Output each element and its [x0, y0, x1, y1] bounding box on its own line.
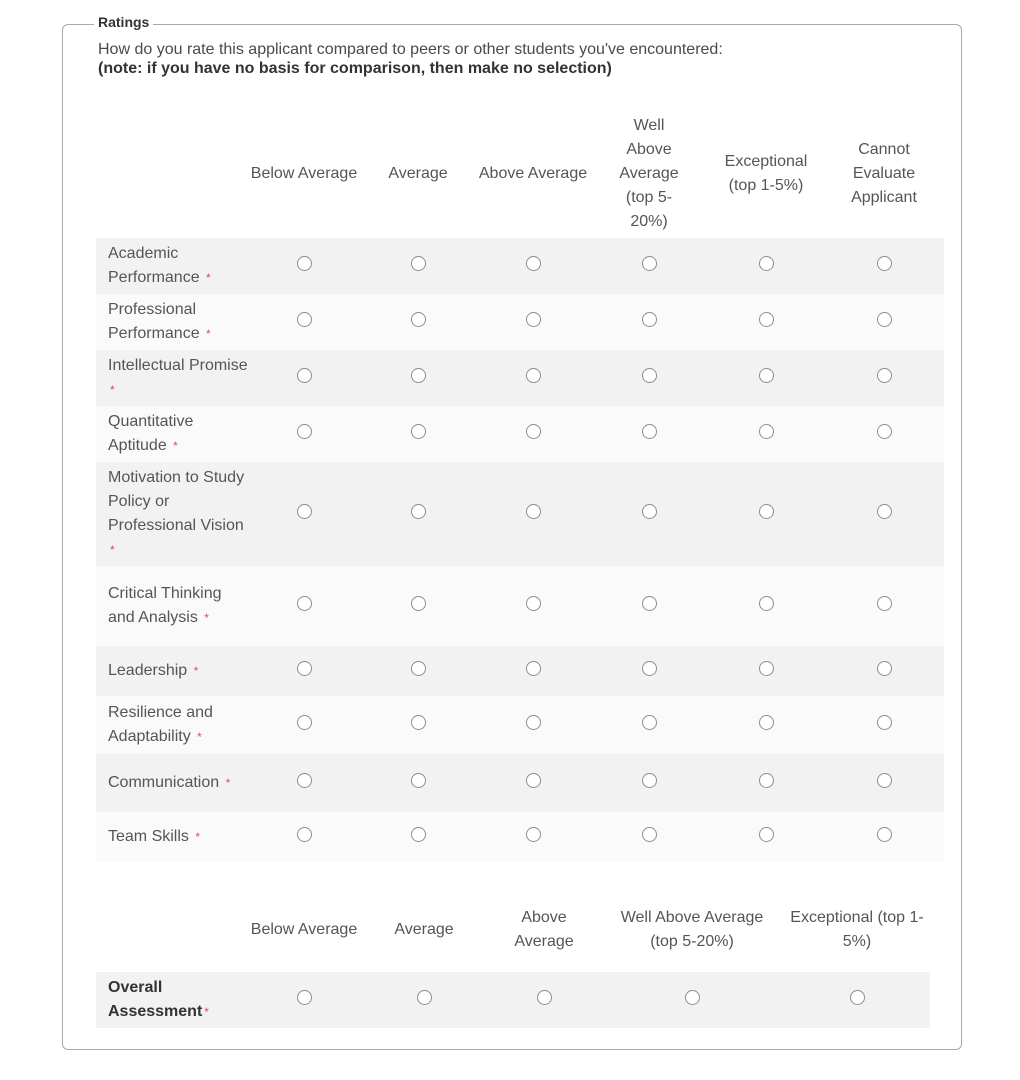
radio-cell	[360, 812, 476, 862]
radio-cell	[824, 696, 944, 754]
radio-cell	[476, 238, 590, 294]
radio-cell	[476, 812, 590, 862]
radio-button[interactable]	[411, 661, 426, 676]
radio-cell	[360, 566, 476, 646]
row-label-text: Resilience and Adaptability	[108, 704, 213, 745]
radio-button[interactable]	[526, 312, 541, 327]
radio-button[interactable]	[526, 715, 541, 730]
radio-cell	[360, 350, 476, 406]
radio-cell	[590, 566, 708, 646]
ratings-intro	[98, 40, 948, 78]
radio-cell	[708, 406, 824, 462]
radio-button[interactable]	[850, 990, 865, 1005]
radio-cell	[708, 754, 824, 812]
col-header-average: Average	[388, 165, 448, 182]
radio-button[interactable]	[297, 596, 312, 611]
radio-cell	[248, 350, 360, 406]
radio-button[interactable]	[526, 256, 541, 271]
radio-button[interactable]	[759, 368, 774, 383]
radio-button[interactable]	[526, 661, 541, 676]
radio-cell	[476, 754, 590, 812]
radio-cell	[476, 294, 590, 350]
radio-button[interactable]	[877, 827, 892, 842]
radio-button[interactable]	[759, 827, 774, 842]
row-label	[96, 972, 248, 1028]
row-label-text: Leadership	[108, 662, 188, 679]
radio-button[interactable]	[877, 661, 892, 676]
radio-button[interactable]	[642, 596, 657, 611]
table-row	[96, 646, 944, 696]
radio-cell	[590, 462, 708, 566]
radio-button[interactable]	[526, 368, 541, 383]
radio-button[interactable]	[297, 424, 312, 439]
radio-button[interactable]	[759, 661, 774, 676]
radio-button[interactable]	[526, 773, 541, 788]
row-label	[96, 646, 248, 696]
row-label	[96, 696, 248, 754]
required-asterisk: *	[204, 611, 209, 625]
col-header-well-above-average: Well Above Average (top 5-20%)	[619, 117, 679, 230]
radio-button[interactable]	[411, 368, 426, 383]
radio-cell	[824, 294, 944, 350]
table-row	[96, 696, 944, 754]
radio-cell	[824, 646, 944, 696]
ratings-legend: Ratings	[94, 14, 153, 30]
radio-button[interactable]	[759, 424, 774, 439]
radio-button[interactable]	[411, 596, 426, 611]
radio-cell	[248, 406, 360, 462]
radio-button[interactable]	[411, 827, 426, 842]
radio-button[interactable]	[642, 715, 657, 730]
radio-button[interactable]	[642, 424, 657, 439]
header-blank	[96, 888, 248, 972]
required-asterisk: *	[206, 327, 211, 341]
radio-button[interactable]	[642, 773, 657, 788]
radio-button[interactable]	[411, 715, 426, 730]
radio-button[interactable]	[411, 312, 426, 327]
radio-cell	[360, 238, 476, 294]
radio-cell	[600, 972, 784, 1028]
row-label	[96, 462, 248, 566]
radio-button[interactable]	[297, 990, 312, 1005]
row-label	[96, 294, 248, 350]
required-asterisk: *	[195, 830, 201, 844]
col-header-well-above-average: Well Above Average (top 5-20%)	[620, 909, 764, 950]
radio-cell	[590, 350, 708, 406]
col-header-above-average: Above Average	[478, 165, 588, 182]
ratings-question: How do you rate this applicant compared to peers or other students you've encountered:	[98, 41, 723, 58]
ratings-note: (note: if you have no basis for comparison, then make no selection)	[98, 60, 612, 77]
radio-cell	[708, 812, 824, 862]
row-label-text: Academic Performance	[108, 245, 200, 286]
radio-cell	[784, 972, 930, 1028]
required-asterisk: *	[193, 664, 199, 678]
radio-cell	[590, 406, 708, 462]
radio-cell	[360, 754, 476, 812]
radio-cell	[590, 646, 708, 696]
col-header-below-average: Below Average	[250, 165, 358, 182]
radio-button[interactable]	[759, 256, 774, 271]
radio-cell	[476, 646, 590, 696]
radio-cell	[476, 350, 590, 406]
radio-cell	[708, 350, 824, 406]
radio-cell	[824, 812, 944, 862]
row-label	[96, 754, 248, 812]
radio-button[interactable]	[297, 312, 312, 327]
radio-cell	[476, 462, 590, 566]
row-label-text: Motivation to Study Policy or Professional Vision	[108, 469, 245, 534]
radio-button[interactable]	[537, 990, 552, 1005]
radio-cell	[708, 646, 824, 696]
radio-cell	[248, 238, 360, 294]
radio-cell	[590, 812, 708, 862]
radio-button[interactable]	[759, 312, 774, 327]
radio-button[interactable]	[642, 256, 657, 271]
radio-button[interactable]	[297, 504, 312, 519]
table-row	[96, 462, 944, 566]
radio-button[interactable]	[642, 504, 657, 519]
radio-button[interactable]	[411, 504, 426, 519]
radio-cell	[824, 350, 944, 406]
overall-grid	[96, 888, 930, 1028]
radio-cell	[360, 646, 476, 696]
radio-button[interactable]	[877, 504, 892, 519]
radio-cell	[248, 646, 360, 696]
radio-button[interactable]	[642, 827, 657, 842]
radio-cell	[248, 566, 360, 646]
radio-cell	[476, 406, 590, 462]
radio-cell	[360, 696, 476, 754]
radio-cell	[360, 294, 476, 350]
table-row	[96, 812, 944, 862]
radio-cell	[248, 812, 360, 862]
table-row	[96, 238, 944, 294]
radio-cell	[590, 754, 708, 812]
row-label	[96, 406, 248, 462]
row-label-text: Quantitative Aptitude	[108, 413, 194, 454]
required-asterisk: *	[206, 271, 211, 285]
radio-button[interactable]	[685, 990, 700, 1005]
row-label-text: Critical Thinking and Analysis	[108, 585, 222, 626]
radio-cell	[248, 462, 360, 566]
radio-button[interactable]	[526, 504, 541, 519]
col-header-exceptional: Exceptional (top 1-5%)	[790, 909, 924, 950]
radio-button[interactable]	[642, 312, 657, 327]
radio-cell	[360, 972, 488, 1028]
col-header-average: Average	[394, 921, 454, 938]
radio-cell	[824, 754, 944, 812]
required-asterisk: *	[110, 383, 115, 397]
header-blank	[96, 110, 248, 238]
radio-button[interactable]	[297, 368, 312, 383]
radio-button[interactable]	[877, 256, 892, 271]
radio-cell	[248, 972, 360, 1028]
radio-button[interactable]	[877, 596, 892, 611]
table-row	[96, 294, 944, 350]
radio-button[interactable]	[642, 368, 657, 383]
row-label-text: Intellectual Promise	[108, 357, 248, 374]
radio-cell	[708, 462, 824, 566]
overall-grid-header	[96, 888, 930, 972]
required-asterisk: *	[204, 1005, 209, 1019]
row-label-text: Communication	[108, 774, 220, 791]
table-row	[96, 566, 944, 646]
radio-cell	[590, 696, 708, 754]
radio-cell	[708, 566, 824, 646]
ratings-grid	[96, 110, 944, 862]
row-label-text: Overall Assessment	[108, 979, 203, 1020]
col-header-exceptional: Exceptional (top 1-5%)	[724, 153, 808, 194]
radio-button[interactable]	[411, 424, 426, 439]
radio-button[interactable]	[642, 661, 657, 676]
radio-button[interactable]	[526, 596, 541, 611]
row-label-text: Team Skills	[108, 828, 189, 845]
table-row	[96, 350, 944, 406]
col-header-below-average: Below Average	[250, 921, 358, 938]
radio-button[interactable]	[759, 715, 774, 730]
radio-button[interactable]	[877, 312, 892, 327]
radio-button[interactable]	[297, 715, 312, 730]
radio-cell	[248, 754, 360, 812]
row-label	[96, 350, 248, 406]
radio-button[interactable]	[877, 715, 892, 730]
radio-button[interactable]	[297, 827, 312, 842]
radio-cell	[590, 294, 708, 350]
required-asterisk: *	[225, 776, 231, 790]
radio-cell	[824, 462, 944, 566]
radio-button[interactable]	[297, 773, 312, 788]
row-label	[96, 238, 248, 294]
radio-cell	[476, 696, 590, 754]
radio-button[interactable]	[877, 773, 892, 788]
radio-cell	[824, 238, 944, 294]
radio-cell	[248, 294, 360, 350]
radio-cell	[476, 566, 590, 646]
radio-button[interactable]	[759, 773, 774, 788]
radio-button[interactable]	[297, 256, 312, 271]
radio-button[interactable]	[417, 990, 432, 1005]
row-label	[96, 566, 248, 646]
radio-cell	[824, 406, 944, 462]
radio-cell	[708, 294, 824, 350]
ratings-grid-header	[96, 110, 944, 238]
radio-button[interactable]	[759, 596, 774, 611]
required-asterisk: *	[110, 543, 115, 557]
required-asterisk: *	[197, 730, 202, 744]
radio-button[interactable]	[411, 256, 426, 271]
radio-cell	[360, 406, 476, 462]
table-row	[96, 972, 930, 1028]
radio-cell	[824, 566, 944, 646]
radio-button[interactable]	[877, 368, 892, 383]
radio-cell	[248, 696, 360, 754]
table-row	[96, 754, 944, 812]
radio-cell	[488, 972, 600, 1028]
table-row	[96, 406, 944, 462]
radio-button[interactable]	[526, 827, 541, 842]
col-header-above-average: Above Average	[514, 909, 574, 950]
row-label-text: Professional Performance	[108, 301, 200, 342]
radio-cell	[708, 238, 824, 294]
radio-button[interactable]	[297, 661, 312, 676]
radio-button[interactable]	[411, 773, 426, 788]
radio-button[interactable]	[877, 424, 892, 439]
required-asterisk: *	[173, 439, 178, 453]
radio-button[interactable]	[759, 504, 774, 519]
radio-button[interactable]	[526, 424, 541, 439]
radio-cell	[360, 462, 476, 566]
radio-cell	[708, 696, 824, 754]
row-label	[96, 812, 248, 862]
col-header-cannot-evaluate: Cannot Evaluate Applicant	[851, 141, 917, 206]
radio-cell	[590, 238, 708, 294]
